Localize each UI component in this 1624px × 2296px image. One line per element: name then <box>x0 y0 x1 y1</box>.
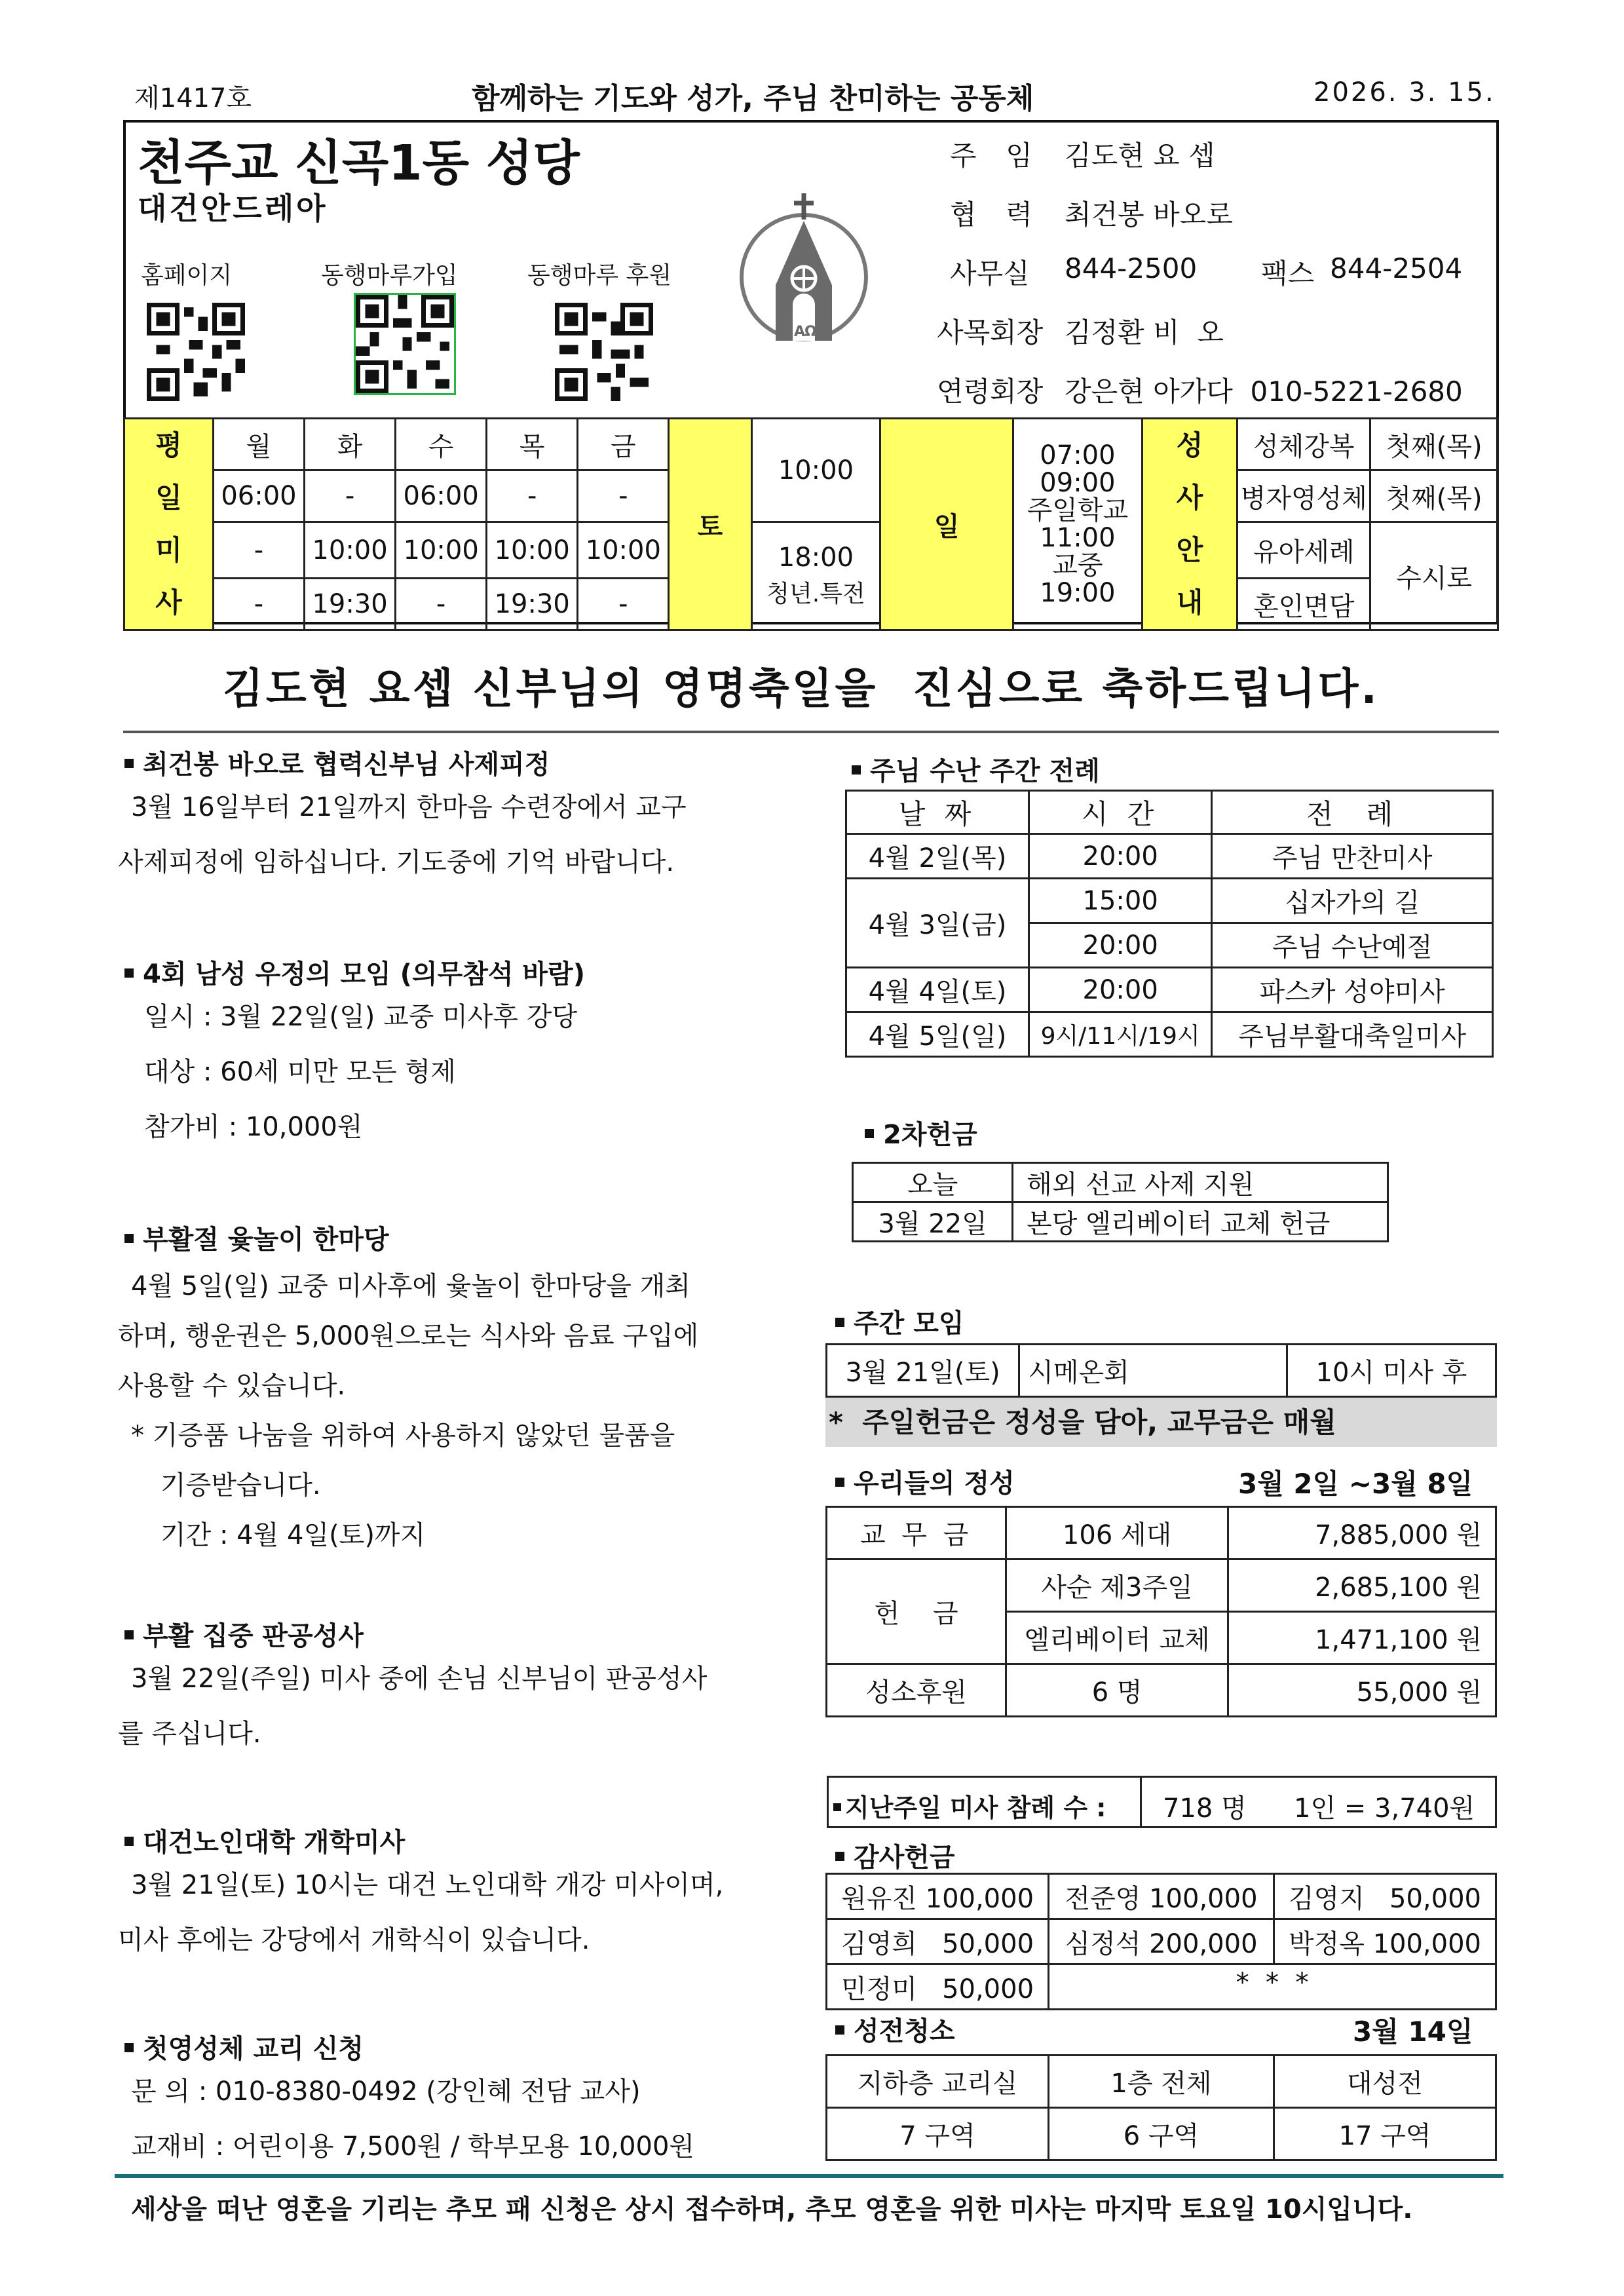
staff-office-role: 사무실 <box>950 258 1030 290</box>
mass-cell: 10:00 <box>487 522 578 579</box>
table-cell: 6 구역 <box>1048 2108 1274 2160</box>
section-title: 대건노인대학 개학미사 <box>124 1822 405 1859</box>
sacrament-name: 병자영성체 <box>1237 470 1370 522</box>
svg-text:Ω: Ω <box>804 324 817 340</box>
attendance-label: 지난주일 미사 참례 수 : <box>833 1788 1106 1824</box>
section-body: 3월 22일(주일) 미사 중에 손님 신부님이 판공성사 를 주십니다. <box>118 1664 708 1749</box>
table-cell: 6 명 <box>1006 1664 1228 1717</box>
parish-name: 천주교 신곡1동 성당 <box>138 135 580 191</box>
section-title: 최건봉 바오로 협력신부님 사제피정 <box>124 744 550 781</box>
section-body: 3월 21일(토) 10시는 대건 노인대학 개강 미사이며, 미사 후에는 강당에서 개학식이 있습니다. <box>118 1870 724 1955</box>
holy-week-table <box>845 790 1494 1058</box>
sunday-time-3: 11:00 <box>1040 523 1116 553</box>
staff-assistant-role: 협 력 <box>950 199 1036 231</box>
day-tue: 화 <box>305 419 396 470</box>
mass-cell: 10:00 <box>396 522 487 579</box>
day-mon: 월 <box>213 419 304 470</box>
qr-label-join: 동행마루가입 <box>321 262 458 289</box>
table-header: 지하층 교리실 <box>827 2056 1049 2108</box>
table-cell: 전준영 100,000 <box>1049 1874 1274 1919</box>
section-title: 주님 수난 주간 전례 <box>852 750 1100 788</box>
footer-rule <box>115 2174 1503 2178</box>
offerings-table <box>825 1506 1497 1717</box>
table-cell: 본당 엘리베이터 교체 헌금 <box>1013 1202 1388 1242</box>
sacrament-name: 유아세례 <box>1237 522 1370 579</box>
table-cell: 20:00 <box>1029 968 1212 1012</box>
table-cell: 교 무 금 <box>827 1507 1006 1559</box>
mass-cell: - <box>396 579 487 630</box>
table-cell: 20:00 <box>1029 834 1212 879</box>
saturday-label: 토 <box>669 419 751 630</box>
table-cell: 2,685,100 원 <box>1228 1559 1496 1612</box>
table-cell: 시메온회 <box>1019 1345 1287 1397</box>
table-cell: 106 세대 <box>1006 1507 1228 1559</box>
cleaning-table <box>825 2054 1497 2161</box>
sunday-time-2-note: 주일학교 <box>1027 495 1129 526</box>
table-cell: 7 구역 <box>827 2108 1049 2160</box>
table-cell: 55,000 원 <box>1228 1664 1496 1717</box>
mass-cell: - <box>487 470 578 522</box>
mass-cell: 10:00 <box>305 522 396 579</box>
table-cell: 원유진 100,000 <box>827 1874 1049 1919</box>
issue-date: 2026. 3. 15. <box>1313 77 1496 107</box>
attendance-divider <box>1140 1776 1142 1828</box>
qr-code-support[interactable] <box>555 303 653 401</box>
section-title: 감사헌금 <box>835 1837 955 1874</box>
weekly-meeting-table <box>825 1343 1497 1398</box>
qr-code-join[interactable] <box>356 295 454 393</box>
headline: 김도현 요셉 신부님의 영명축일을 진심으로 축하드립니다. <box>223 665 1380 714</box>
table-cell: 파스카 성야미사 <box>1212 968 1493 1012</box>
cleaning-date: 3월 14일 <box>1353 2016 1473 2048</box>
table-cell: 9시/11시/19시 <box>1029 1012 1212 1057</box>
table-cell: 3월 22일 <box>853 1202 1013 1242</box>
mass-cell: - <box>213 522 304 579</box>
staff-council-name: 김정환 비 오 <box>1065 316 1224 349</box>
table-header: 대성전 <box>1274 2056 1496 2108</box>
staff-pastor-name: 김도현 요 셉 <box>1065 140 1215 172</box>
sacrament-name: 혼인면담 <box>1237 579 1370 630</box>
table-cell: 김영지 50,000 <box>1274 1874 1496 1919</box>
section-title: 성전청소 <box>835 2010 955 2048</box>
mass-schedule-table <box>123 417 1499 631</box>
staff-funeral-name: 강은현 아가다 010-5221-2680 <box>1065 375 1463 408</box>
saturday-time-1: 10:00 <box>751 419 880 522</box>
sunday-times <box>1013 419 1142 630</box>
table-cell: 십자가의 길 <box>1212 879 1493 923</box>
sacrament-when: 첫째(목) <box>1370 419 1498 470</box>
mass-cell: - <box>305 470 396 522</box>
thanks-offering-table <box>825 1873 1497 2010</box>
table-header: 1층 전체 <box>1048 2056 1274 2108</box>
table-cell: 민정미 50,000 <box>827 1964 1049 2010</box>
saturday-time-2-value: 18:00 <box>778 543 854 573</box>
table-cell: 주님부활대축일미사 <box>1212 1012 1493 1057</box>
table-cell: 성소후원 <box>827 1664 1006 1717</box>
sunday-time-2: 09:00 <box>1040 468 1116 498</box>
section-title: 부활 집중 판공성사 <box>124 1615 364 1653</box>
table-cell: 해외 선교 사제 지원 <box>1013 1163 1388 1202</box>
offerings-period: 3월 2일 ~3월 8일 <box>1238 1468 1473 1500</box>
table-cell: 4월 3일(금) <box>846 879 1029 968</box>
attendance-per-person: 1인 = 3,740원 <box>1294 1793 1475 1824</box>
table-cell: * * * <box>1049 1964 1496 2010</box>
table-cell: 주님 만찬미사 <box>1212 834 1493 879</box>
staff-fax-label: 팩스 <box>1261 258 1315 290</box>
table-cell: 3월 21일(토) <box>827 1345 1019 1397</box>
section-body: 일시 : 3월 22일(일) 교중 미사후 강당 대상 : 60세 미만 모든 형제 참가비 : 10,000원 <box>144 1002 578 1142</box>
table-cell: 20:00 <box>1029 923 1212 968</box>
qr-label-support: 동행마루 후원 <box>527 262 672 289</box>
issue-number: 제1417호 <box>134 83 252 113</box>
table-cell: 사순 제3주일 <box>1006 1559 1228 1612</box>
mass-cell: 19:30 <box>487 579 578 630</box>
staff-funeral-role: 연령회장 <box>937 375 1044 408</box>
table-cell: 주님 수난예절 <box>1212 923 1493 968</box>
offering-note: * 주일헌금은 정성을 담아, 교무금은 매월 <box>825 1398 1497 1447</box>
staff-fax-number: 844-2504 <box>1330 252 1463 284</box>
sunday-time-3-note: 교중 <box>1052 550 1103 581</box>
table-cell: 1,471,100 원 <box>1228 1612 1496 1664</box>
section-title: 첫영성체 교리 신청 <box>124 2028 364 2065</box>
second-collection-table <box>852 1162 1389 1242</box>
section-title: 4회 남성 우정의 모임 (의무참석 바람) <box>124 953 585 991</box>
mass-cell: - <box>213 579 304 630</box>
table-cell: 엘리베이터 교체 <box>1006 1612 1228 1664</box>
staff-pastor-role: 주 임 <box>950 140 1036 172</box>
saturday-time-2-note: 청년.특전 <box>766 581 865 607</box>
staff-assistant-name: 최건봉 바오로 <box>1065 199 1233 231</box>
section-title: 주간 모임 <box>835 1303 964 1340</box>
attendance-count: 718 명 <box>1163 1793 1247 1824</box>
parish-patron: 대건안드레아 <box>138 191 328 226</box>
table-cell: 7,885,000 원 <box>1228 1507 1496 1559</box>
day-thu: 목 <box>487 419 578 470</box>
mass-cell: 06:00 <box>396 470 487 522</box>
sacrament-label: 성 사 안 내 <box>1142 419 1237 630</box>
table-cell: 4월 2일(목) <box>846 834 1029 879</box>
headline-rule <box>123 731 1499 733</box>
sacrament-when: 수시로 <box>1370 522 1498 630</box>
mass-cell: 10:00 <box>578 522 669 579</box>
section-title: 부활절 윷놀이 한마당 <box>124 1219 389 1256</box>
saturday-time-2 <box>751 522 880 630</box>
day-fri: 금 <box>578 419 669 470</box>
qr-label-homepage: 홈페이지 <box>141 262 233 289</box>
table-header: 전 례 <box>1212 791 1493 834</box>
table-header: 시 간 <box>1029 791 1212 834</box>
sacrament-when: 첫째(목) <box>1370 470 1498 522</box>
table-cell: 10시 미사 후 <box>1287 1345 1496 1397</box>
mass-cell: - <box>578 470 669 522</box>
staff-council-role: 사목회장 <box>937 316 1044 349</box>
table-cell: 4월 4일(토) <box>846 968 1029 1012</box>
section-body: 3월 16일부터 21일까지 한마음 수련장에서 교구 사제피정에 임하십니다. 기도중에 기억 바랍니다. <box>118 792 687 877</box>
section-body: 문 의 : 010-8380-0492 (강인혜 전담 교사) 교재비 : 어린이용 7,500원 / 학부모용 10,000원 <box>131 2076 695 2162</box>
qr-code-homepage[interactable] <box>147 303 245 401</box>
footer-notice: 세상을 떠난 영혼을 기리는 추모 패 신청은 상시 접수하며, 추모 영혼을 위한 미사는 마지막 토요일 10시입니다. <box>131 2194 1413 2225</box>
slogan: 함께하는 기도와 성가, 주님 찬미하는 공동체 <box>472 82 1034 115</box>
church-logo-icon <box>734 180 875 354</box>
svg-text:A: A <box>794 324 806 340</box>
table-cell: 오늘 <box>853 1163 1013 1202</box>
mass-cell: 06:00 <box>213 470 304 522</box>
sacrament-name: 성체강복 <box>1237 419 1370 470</box>
mass-cell: - <box>578 579 669 630</box>
staff-office-phone: 844-2500 <box>1065 252 1198 284</box>
table-header: 날 짜 <box>846 791 1029 834</box>
table-cell: 17 구역 <box>1274 2108 1496 2160</box>
table-cell: 김영희 50,000 <box>827 1919 1049 1964</box>
mass-cell: 19:30 <box>305 579 396 630</box>
day-wed: 수 <box>396 419 487 470</box>
sunday-time-4: 19:00 <box>1040 578 1116 608</box>
sunday-time-1: 07:00 <box>1040 440 1116 470</box>
table-cell: 헌 금 <box>827 1559 1006 1664</box>
section-body: 4월 5일(일) 교중 미사후에 윷놀이 한마당을 개최 하며, 행운권은 5,000원으로는 식사와 음료 구입에 사용할 수 있습니다. * 기증품 나눔을 위하여 사용하지 않았던 물품을 기증받습니다. 기간 : 4월 4일(토)까지 <box>118 1271 699 1550</box>
table-cell: 4월 5일(일) <box>846 1012 1029 1057</box>
table-cell: 심정석 200,000 <box>1049 1919 1274 1964</box>
table-cell: 박정옥 100,000 <box>1274 1919 1496 1964</box>
weekday-mass-label: 평 일 미 사 <box>124 419 214 630</box>
sunday-label: 일 <box>880 419 1013 630</box>
section-title: 2차헌금 <box>865 1114 977 1151</box>
section-title: 우리들의 정성 <box>835 1463 1015 1500</box>
table-cell: 15:00 <box>1029 879 1212 923</box>
